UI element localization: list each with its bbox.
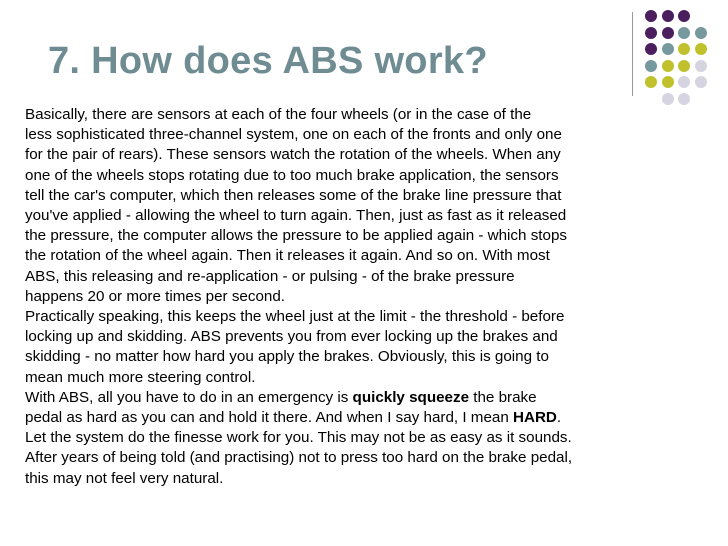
body-line: for the pair of rears). These sensors watch the rotation of the wheels. When any <box>25 146 561 164</box>
decorative-dot-lightgray <box>695 60 707 72</box>
decorative-dot-grid <box>645 10 725 110</box>
decorative-dot-purple <box>645 43 657 55</box>
body-line: mean much more steering control. <box>25 368 256 386</box>
decorative-dot-lightgray <box>678 76 690 88</box>
body-line: Practically speaking, this keeps the wheel just at the limit - the threshold - before <box>25 308 565 326</box>
decorative-dot-purple <box>678 10 690 22</box>
body-line: you've applied - allowing the wheel to turn again. Then, just as fast as it released <box>25 207 567 225</box>
body-line: With ABS, all you have to do in an emergency is quickly squeeze the brake <box>25 388 537 406</box>
decorative-dot-purple <box>662 10 674 22</box>
decorative-dot-lightgray <box>695 76 707 88</box>
decorative-dot-lightgray <box>662 93 674 105</box>
body-line: Let the system do the finesse work for you. This may not be as easy as it sounds. <box>25 429 572 447</box>
body-line: this may not feel very natural. <box>25 469 224 487</box>
body-line: less sophisticated three-channel system, one on each of the fronts and only one <box>25 126 562 144</box>
emphasis-hard: HARD <box>513 409 557 427</box>
body-text <box>25 105 715 489</box>
decorative-dot-purple <box>662 27 674 39</box>
body-line: the rotation of the wheel again. Then it releases it again. And so on. With most <box>25 247 550 265</box>
body-line: the pressure, the computer allows the pressure to be applied again - which stops <box>25 227 567 245</box>
decorative-dot-lightgray <box>678 93 690 105</box>
decorative-dot-purple <box>645 27 657 39</box>
decorative-dot-olive <box>678 60 690 72</box>
body-line: skidding - no matter how hard you apply the brakes. Obviously, this is going to <box>25 348 549 366</box>
title-divider-line <box>632 12 633 96</box>
body-line: pedal as hard as you can and hold it there. And when I say hard, I mean HARD. <box>25 409 562 427</box>
body-line: After years of being told (and practising) not to press too hard on the brake pedal, <box>25 449 573 467</box>
decorative-dot-purple <box>645 10 657 22</box>
body-line: ABS, this releasing and re-application - or pulsing - of the brake pressure <box>25 267 515 285</box>
decorative-dot-teal <box>695 27 707 39</box>
body-line: Basically, there are sensors at each of the four wheels (or in the case of the <box>25 106 532 123</box>
decorative-dot-teal <box>662 43 674 55</box>
decorative-dot-olive <box>662 60 674 72</box>
decorative-dot-olive <box>678 43 690 55</box>
body-line: happens 20 or more times per second. <box>25 287 286 305</box>
body-line: one of the wheels stops rotating due to too much brake application, the sensors <box>25 166 559 184</box>
decorative-dot-olive <box>695 43 707 55</box>
decorative-dot-teal <box>645 60 657 72</box>
decorative-dot-olive <box>662 76 674 88</box>
decorative-dot-olive <box>645 76 657 88</box>
body-line: tell the car's computer, which then releases some of the brake line pressure that <box>25 186 562 204</box>
emphasis-quickly-squeeze: quickly squeeze <box>352 388 470 406</box>
body-line: locking up and skidding. ABS prevents you from ever locking up the brakes and <box>25 328 558 346</box>
decorative-dot-teal <box>678 27 690 39</box>
slide-title: 7. How does ABS work? <box>48 40 488 82</box>
